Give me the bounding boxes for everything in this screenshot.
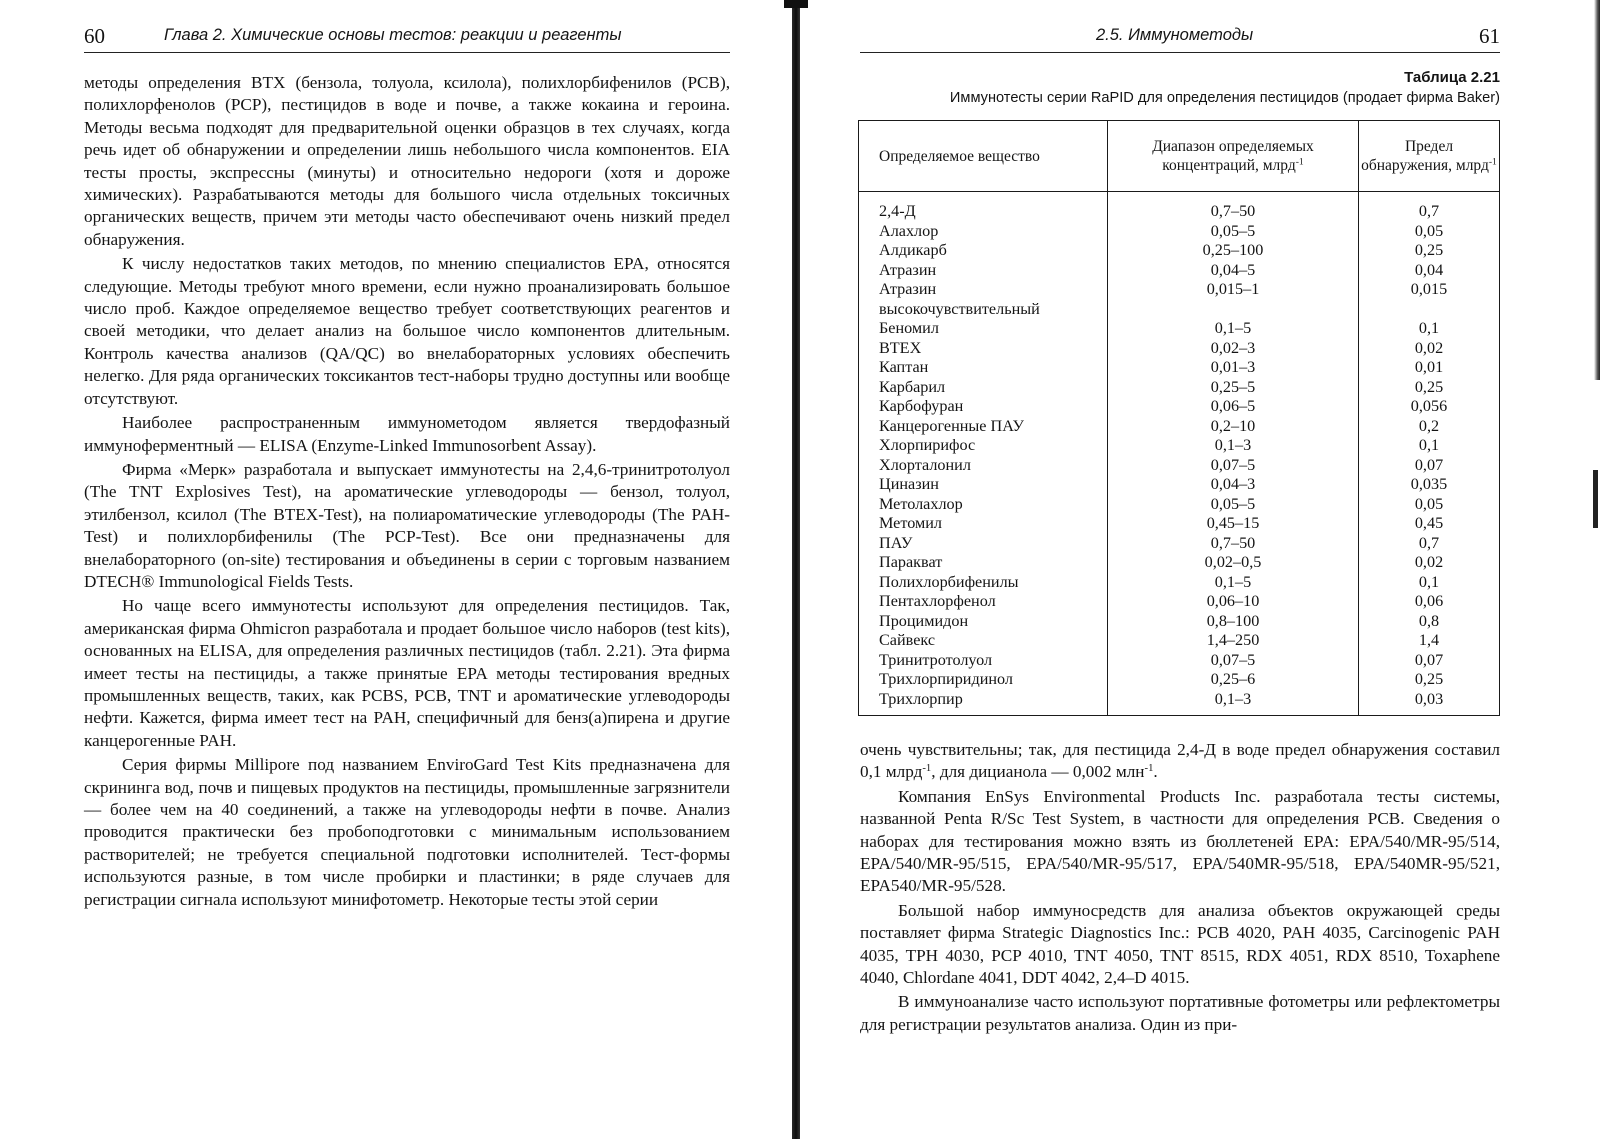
- page-edge-shadow: [1594, 0, 1600, 380]
- table-caption: [860, 68, 1500, 108]
- cell-range: 0,7–50: [1108, 534, 1359, 554]
- cell-detection-limit: 0,8: [1418, 611, 1440, 630]
- cell-range: 0,7–50: [1108, 192, 1359, 222]
- body-text-after-table: [860, 739, 1500, 1036]
- left-page: [0, 0, 790, 1139]
- cell-detection-limit: 0,1: [1418, 319, 1440, 337]
- table-row: [859, 553, 1500, 573]
- cell-range: 0,25–6: [1108, 670, 1359, 690]
- right-page: [800, 0, 1600, 1139]
- cell-detection-limit: 0,02: [1414, 553, 1444, 571]
- cell-range: 0,05–5: [1108, 222, 1359, 242]
- cell-substance: ПАУ: [879, 533, 913, 552]
- table-row: [859, 436, 1500, 456]
- cell-detection-limit: 0,035: [1410, 475, 1448, 493]
- cell-substance: Тринитротолуол: [879, 650, 993, 669]
- cell-substance: BTEX: [879, 338, 922, 357]
- cell-substance: Каптан: [879, 358, 929, 376]
- table-row: [859, 612, 1500, 632]
- cell-substance: Карбофуран: [879, 397, 964, 415]
- cell-range: 0,04–3: [1108, 475, 1359, 495]
- cell-substance: Атразин высокочувствительный: [879, 280, 1040, 318]
- cell-substance: 2,4-Д: [879, 202, 916, 220]
- table-row: [859, 573, 1500, 593]
- table-row: [859, 319, 1500, 339]
- cell-range: 1,4–250: [1108, 631, 1359, 651]
- cell-substance: Канцерогенные ПАУ: [879, 416, 1024, 435]
- cell-detection-limit: 0,7: [1418, 202, 1440, 220]
- cell-detection-limit: 0,1: [1418, 572, 1440, 591]
- cell-detection-limit: 0,2: [1418, 416, 1440, 435]
- header-substance: Определяемое вещество: [859, 121, 1108, 192]
- table-row: [859, 670, 1500, 690]
- cell-substance: Алахлор: [879, 221, 939, 240]
- body-text: [84, 72, 730, 911]
- table-row: [859, 397, 1500, 417]
- cell-substance: Метомил: [879, 514, 942, 532]
- cell-detection-limit: 0,03: [1414, 689, 1444, 708]
- cell-detection-limit: 0,25: [1414, 377, 1444, 396]
- running-head: [84, 22, 730, 53]
- table-row: [859, 358, 1500, 378]
- cell-detection-limit: 0,06: [1414, 592, 1444, 610]
- table-row: [859, 241, 1500, 261]
- cell-substance: Пентахлорфенол: [879, 592, 996, 610]
- pesticide-immunotest-table: [858, 120, 1500, 716]
- cell-substance: Паракват: [879, 553, 943, 571]
- paragraph: Но чаще всего иммунотесты используют для определения пестицидов. Так, американская фирма Ohmicron разработала и продает большое число наборов (test kits), основанных на ELISA, для определения различных пестицидов (табл. 2.21). Эта фирма имеет тесты на пестициды, а также принятые EPA методы тестирования вредных промышленных веществ, таких, как PCBS, PCB, TNT и ароматические углеводороды нефти. Кажется, фирма имеет тест на PAH, специфичный для бенз(а)пирена и другие канцерогенные PAH.: [84, 596, 730, 750]
- cell-detection-limit: 0,07: [1414, 650, 1444, 669]
- cell-substance: Хлорталонил: [879, 455, 971, 474]
- book-spine-shadow: [792, 0, 800, 1139]
- cell-substance: Процимидон: [879, 611, 969, 630]
- cell-detection-limit: 0,07: [1414, 455, 1444, 474]
- chapter-title: Глава 2. Химические основы тестов: реакции и реагенты: [164, 26, 622, 44]
- cell-range: 0,015–1: [1108, 280, 1359, 319]
- cell-range: 0,1–5: [1108, 319, 1359, 339]
- table-row: [859, 339, 1500, 359]
- paragraph: К числу недостатков таких методов, по мнению специалистов EPA, относятся следующие. Методы требуют много времени, если нужно проанализировать большое число проб. Каждое определяемое вещество требует соответствующих реагентов и своей методики, что делает анализ на большое число компонентов длительным. Контроль качества анализов (QA/QC) во внелабораторных условиях обеспечить нелегко. Для ряда органических токсикантов тест-наборы трудно доступны или вообще отсутствуют.: [84, 254, 730, 408]
- table-row: [859, 631, 1500, 651]
- paragraph: Серия фирмы Millipore под названием EnviroGard Test Kits предназначена для скрининга вод, почв и пищевых продуктов на пестициды, промышленные загрязнители — более чем на 40 соединений, а также на углеводороды нефти в почве. Анализ проводится практически без пробоподготовки с минимальным использованием растворителей; не требуется специальной подготовки исполнителей. Тест-формы используются разные, в том числе пробирки и пластинки; в ряде случаев для регистрации сигнала используют минифотометр. Некоторые тесты этой серии: [84, 755, 730, 909]
- table-title: Иммунотесты серии RaPID для определения пестицидов (продает фирма Baker): [949, 90, 1500, 106]
- paragraph: методы определения BTX (бензола, толуола, ксилола), полихлорбифенилов (PCB), полихлорфенолов (PCP), пестицидов в воде и почве, а также кокаина и героина. Методы весьма подходят для предварительной оценки образцов в тех случаях, когда речь идет об обнаружении и определении лишь небольшого числа компонентов. EIA тесты просты, экспрессны (минуты) и относительно недороги (хотя и дороже химических). Разрабатываются методы для большого числа отдельных токсичных органических веществ, причем эти методы часто обеспечивают очень низкий предел обнаружения.: [84, 73, 730, 249]
- table-row: [859, 651, 1500, 671]
- page-edge-mark: [1593, 470, 1598, 528]
- cell-range: 0,45–15: [1108, 514, 1359, 534]
- cell-detection-limit: 0,05: [1414, 221, 1444, 240]
- cell-range: 0,06–10: [1108, 592, 1359, 612]
- table-row: [859, 192, 1500, 222]
- paragraph: Компания EnSys Environmental Products Inc. разработала тесты системы, названной Penta R/Sc Test System, в частности для определения PCB. Сведения о наборах для тестирования можно взять из бюллетеней EPA: EPA/540/MR-95/514, EPA/540/MR-95/515, EPA/540/MR-95/517, EPA/540MR-95/518, EPA/540MR-95/521, EPA540/MR-95/528.: [860, 786, 1500, 896]
- cell-substance: Карбарил: [879, 377, 946, 396]
- cell-substance: Атразин: [879, 260, 937, 279]
- paragraph: Фирма «Мерк» разработала и выпускает иммунотесты на 2,4,6-тринитротолуол (The TNT Explosives Test), на ароматические углеводороды — бензол, толуол, этилбензол, ксилол (The BTEX-Test), на полиароматические углеводороды (The PAH-Test) и полихлорбифенилы (The PCP-Test). Все они предназначены для внелабораторного (on-site) тестирования и объединены в серии с торговым названием DTECH® Immunological Fields Tests.: [84, 459, 730, 591]
- table-row: [859, 456, 1500, 476]
- cell-range: 0,1–3: [1108, 436, 1359, 456]
- page-number: 61: [1479, 24, 1500, 48]
- header-detection-limit: Предел обнаружения, млрд$^{-1}$: [1359, 121, 1500, 192]
- cell-range: 0,07–5: [1108, 456, 1359, 476]
- cell-detection-limit: 0,25: [1414, 670, 1444, 688]
- table-row: [859, 475, 1500, 495]
- paragraph: В иммуноанализе часто используют портативные фотометры или рефлектометры для регистрации результатов анализа. Один из при-: [860, 992, 1500, 1034]
- cell-range: 0,06–5: [1108, 397, 1359, 417]
- cell-range: 0,05–5: [1108, 495, 1359, 515]
- cell-range: 0,25–5: [1108, 378, 1359, 398]
- table-body: [859, 192, 1500, 716]
- table-row: [859, 261, 1500, 281]
- table-row: [859, 592, 1500, 612]
- table-row: [859, 417, 1500, 437]
- cell-substance: Метолахлор: [879, 494, 963, 513]
- cell-range: 0,07–5: [1108, 651, 1359, 671]
- table-row: [859, 514, 1500, 534]
- section-title: 2.5. Иммунометоды: [1096, 26, 1254, 44]
- page-number: 60: [84, 24, 105, 48]
- cell-substance: Трихлорпиридинол: [879, 670, 1013, 688]
- table-number: Таблица 2.21: [1404, 69, 1500, 86]
- cell-detection-limit: 0,01: [1414, 358, 1444, 376]
- table-row: [859, 222, 1500, 242]
- cell-detection-limit: 0,45: [1414, 514, 1444, 532]
- cell-detection-limit: 1,4: [1418, 631, 1440, 649]
- table-row: [859, 690, 1500, 716]
- cell-range: 0,02–3: [1108, 339, 1359, 359]
- cell-detection-limit: 0,1: [1418, 436, 1440, 454]
- cell-detection-limit: 0,056: [1410, 397, 1448, 415]
- cell-detection-limit: 0,04: [1414, 260, 1444, 279]
- cell-detection-limit: 0,015: [1410, 280, 1448, 298]
- table-row: [859, 534, 1500, 554]
- cell-substance: Полихлорбифенилы: [879, 572, 1019, 591]
- cell-substance: Циназин: [879, 475, 939, 493]
- paragraph: Наиболее распространенным иммунометодом является твердофазный иммуноферментный — ELISA (Enzyme-Linked Immunosorbent Assay).: [84, 413, 730, 455]
- cell-range: 0,1–3: [1108, 690, 1359, 716]
- cell-range: 0,01–3: [1108, 358, 1359, 378]
- header-range: Диапазон определяемых концентраций, млрд$^{-1}$: [1108, 121, 1359, 192]
- paragraph: Большой набор иммуносредств для анализа объектов окружающей среды поставляет фирма Strategic Diagnostics Inc.: PCB 4020, PAH 4035, Carcinogenic PAH 4035, TPH 4030, PCP 4010, TNT 4050, TNT 8515, RDX 4051, RDX 8510, Toxaphene 4040, Chlordane 4041, DDT 4042, 2,4–D 4015.: [860, 900, 1500, 988]
- cell-substance: Алдикарб: [879, 241, 947, 259]
- cell-range: 0,2–10: [1108, 417, 1359, 437]
- cell-detection-limit: 0,7: [1418, 533, 1440, 552]
- cell-range: 0,1–5: [1108, 573, 1359, 593]
- cell-detection-limit: 0,02: [1414, 338, 1444, 357]
- table-row: [859, 280, 1500, 319]
- cell-range: 0,04–5: [1108, 261, 1359, 281]
- table-row: [859, 495, 1500, 515]
- running-head: [860, 22, 1500, 53]
- cell-substance: Трихлорпир: [879, 689, 963, 708]
- cell-detection-limit: 0,05: [1414, 494, 1444, 513]
- cell-range: 0,25–100: [1108, 241, 1359, 261]
- cell-range: 0,02–0,5: [1108, 553, 1359, 573]
- cell-range: 0,8–100: [1108, 612, 1359, 632]
- cell-substance: Хлорпирифос: [879, 436, 976, 454]
- table-header-row: [859, 121, 1500, 192]
- cell-substance: Беномил: [879, 319, 939, 337]
- paragraph: очень чувствительны; так, для пестицида 2,4-Д в воде предел обнаружения составил 0,1 млрд$^{-1}$, для дицианола — 0,002 млн$^{-1}$.: [860, 740, 1500, 782]
- cell-substance: Сайвекс: [879, 631, 936, 649]
- table-row: [859, 378, 1500, 398]
- cell-detection-limit: 0,25: [1414, 241, 1444, 259]
